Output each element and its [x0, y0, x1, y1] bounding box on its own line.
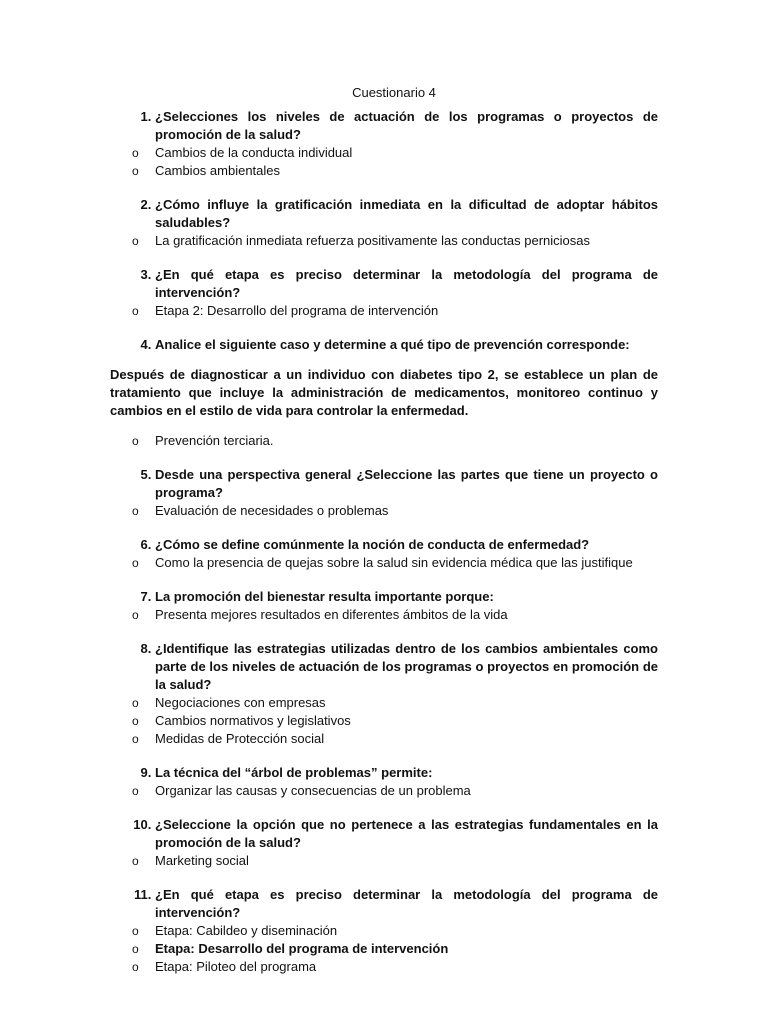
answer-text: Cambios ambientales — [155, 163, 281, 178]
question-block — [110, 588, 658, 624]
question-text: La técnica del “árbol de problemas” permite: — [155, 765, 433, 780]
answer-text: Etapa: Cabildeo y diseminación — [155, 923, 338, 938]
answer-item — [110, 144, 658, 162]
answer-text: Etapa: Desarrollo del programa de intervención — [155, 941, 449, 956]
question — [110, 886, 658, 922]
question-number: 2. — [140, 197, 152, 212]
question — [110, 816, 658, 852]
hollow-circle-bullet-icon: o — [132, 854, 139, 868]
answer-text: Prevención terciaria. — [155, 433, 274, 448]
question-block — [110, 336, 658, 450]
hollow-circle-bullet-icon: o — [132, 960, 139, 974]
question — [110, 466, 658, 502]
answer-list — [110, 432, 658, 450]
question-block — [110, 640, 658, 748]
answer-item — [110, 502, 658, 520]
answer-item — [110, 940, 658, 958]
hollow-circle-bullet-icon: o — [132, 304, 139, 318]
answer-text: Evaluación de necesidades o problemas — [155, 503, 389, 518]
question-text: ¿Seleccione la opción que no pertenece a las estrategias fundamentales en la promoción de la salud? — [155, 817, 658, 850]
answer-item — [110, 922, 658, 940]
question-text: ¿En qué etapa es preciso determinar la metodología del programa de intervención? — [155, 887, 658, 920]
hollow-circle-bullet-icon: o — [132, 608, 139, 622]
question-list — [110, 108, 658, 976]
answer-list — [110, 852, 658, 870]
question-number: 9. — [140, 765, 152, 780]
question-block — [110, 764, 658, 800]
question-number: 7. — [140, 589, 152, 604]
question — [110, 588, 658, 606]
question-text: ¿Cómo influye la gratificación inmediata en la dificultad de adoptar hábitos saludables? — [155, 197, 658, 230]
question — [110, 108, 658, 144]
answer-text: Etapa 2: Desarrollo del programa de intervención — [155, 303, 439, 318]
answer-text: Organizar las causas y consecuencias de un problema — [155, 783, 471, 798]
question-number: 11. — [134, 887, 152, 902]
question-block — [110, 196, 658, 250]
hollow-circle-bullet-icon: o — [132, 234, 139, 248]
question-text: La promoción del bienestar resulta importante porque: — [155, 589, 494, 604]
answer-list — [110, 782, 658, 800]
question-number: 1. — [140, 109, 152, 124]
question-number: 10. — [133, 817, 152, 832]
hollow-circle-bullet-icon: o — [132, 556, 139, 570]
answer-item — [110, 432, 658, 450]
hollow-circle-bullet-icon: o — [132, 784, 139, 798]
answer-text: Como la presencia de quejas sobre la salud sin evidencia médica que las justifique — [155, 555, 633, 570]
hollow-circle-bullet-icon: o — [132, 146, 139, 160]
hollow-circle-bullet-icon: o — [132, 942, 139, 956]
question-block — [110, 466, 658, 520]
hollow-circle-bullet-icon: o — [132, 696, 139, 710]
question-number: 8. — [140, 641, 152, 656]
question — [110, 536, 658, 554]
question — [110, 266, 658, 302]
question-text: Desde una perspectiva general ¿Seleccione las partes que tiene un proyecto o programa? — [155, 467, 658, 500]
question-text: ¿Cómo se define comúnmente la noción de conducta de enfermedad? — [155, 537, 590, 552]
answer-item — [110, 958, 658, 976]
hollow-circle-bullet-icon: o — [132, 164, 139, 178]
question-block — [110, 886, 658, 976]
answer-list — [110, 554, 658, 572]
answer-text: La gratificación inmediata refuerza positivamente las conductas perniciosas — [155, 233, 591, 248]
question — [110, 336, 658, 354]
answer-item — [110, 712, 658, 730]
answer-list — [110, 302, 658, 320]
answer-text: Negociaciones con empresas — [155, 695, 326, 710]
hollow-circle-bullet-icon: o — [132, 504, 139, 518]
question-text: ¿Selecciones los niveles de actuación de los programas o proyectos de promoción de la salud? — [155, 109, 658, 142]
answer-list — [110, 606, 658, 624]
answer-list — [110, 694, 658, 748]
case-description: Después de diagnosticar a un individuo con diabetes tipo 2, se establece un plan de tratamiento que incluye la administración de medicamentos, monitoreo continuo y cambios en el estilo de vida para controlar la enfermedad. — [110, 367, 658, 418]
answer-text: Etapa: Piloteo del programa — [155, 959, 317, 974]
question-text: ¿Identifique las estrategias utilizadas dentro de los cambios ambientales como parte de los niveles de actuación de los programas o proyectos en promoción de la salud? — [155, 641, 658, 692]
answer-item — [110, 730, 658, 748]
hollow-circle-bullet-icon: o — [132, 434, 139, 448]
answer-text: Medidas de Protección social — [155, 731, 325, 746]
question-block — [110, 816, 658, 870]
answer-list — [110, 144, 658, 180]
answer-item — [110, 606, 658, 624]
answer-item — [110, 694, 658, 712]
answer-text: Marketing social — [155, 853, 249, 868]
document-page — [110, 84, 658, 976]
page-title: Cuestionario 4 — [352, 85, 436, 100]
answer-item — [110, 162, 658, 180]
answer-text: Presenta mejores resultados en diferentes ámbitos de la vida — [155, 607, 508, 622]
question-number: 4. — [140, 337, 152, 352]
question-number: 5. — [140, 467, 152, 482]
question-text: Analice el siguiente caso y determine a qué tipo de prevención corresponde: — [155, 337, 630, 352]
question-text: ¿En qué etapa es preciso determinar la metodología del programa de intervención? — [155, 267, 658, 300]
question-block — [110, 108, 658, 180]
hollow-circle-bullet-icon: o — [132, 924, 139, 938]
question-block — [110, 266, 658, 320]
answer-item — [110, 302, 658, 320]
answer-text: Cambios de la conducta individual — [155, 145, 353, 160]
question-block — [110, 536, 658, 572]
answer-item — [110, 852, 658, 870]
question-number: 3. — [140, 267, 152, 282]
answer-item — [110, 782, 658, 800]
answer-list — [110, 232, 658, 250]
question — [110, 640, 658, 694]
hollow-circle-bullet-icon: o — [132, 714, 139, 728]
answer-list — [110, 922, 658, 976]
question-number: 6. — [140, 537, 152, 552]
hollow-circle-bullet-icon: o — [132, 732, 139, 746]
answer-text: Cambios normativos y legislativos — [155, 713, 351, 728]
answer-item — [110, 232, 658, 250]
answer-list — [110, 502, 658, 520]
question — [110, 764, 658, 782]
question — [110, 196, 658, 232]
answer-item — [110, 554, 658, 572]
